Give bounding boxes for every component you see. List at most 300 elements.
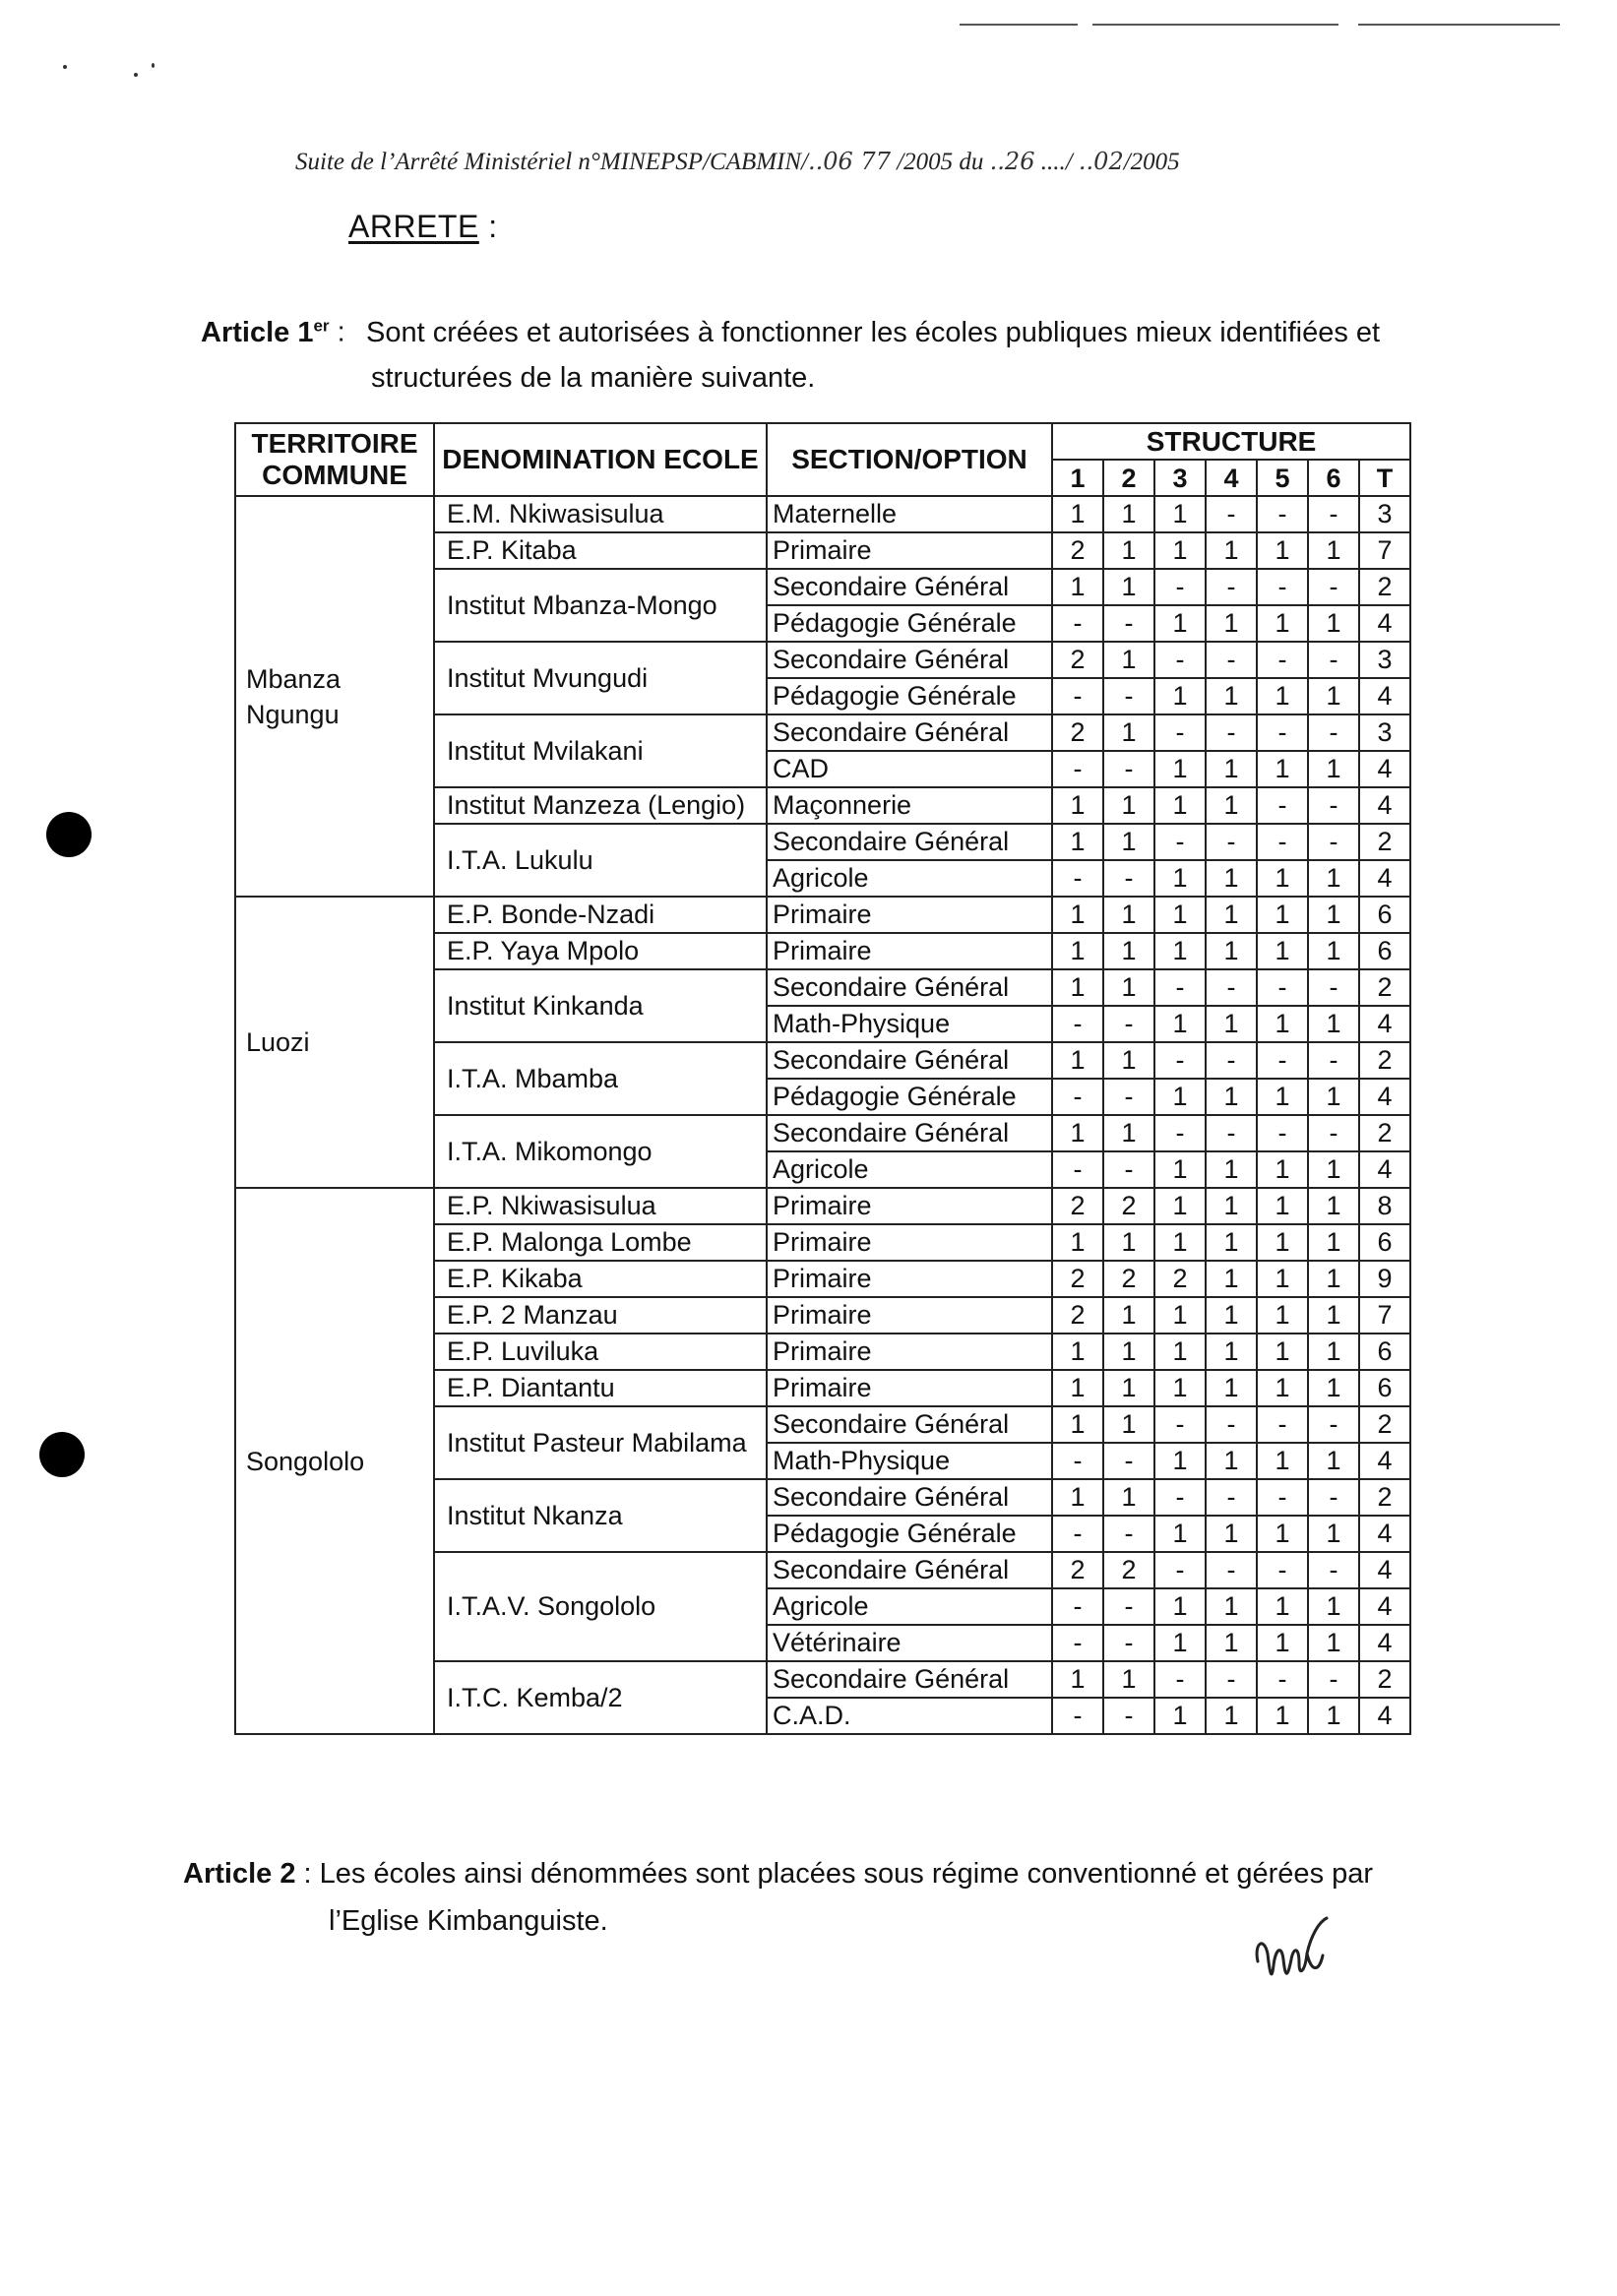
structure-cell: 1 xyxy=(1103,933,1154,969)
structure-cell: 1 xyxy=(1154,1151,1206,1188)
structure-cell: 1 xyxy=(1103,969,1154,1006)
structure-cell: 1 xyxy=(1103,1334,1154,1370)
top-rule xyxy=(1092,24,1338,26)
total-cell: 8 xyxy=(1359,1188,1410,1224)
section-cell: Secondaire Général xyxy=(767,1479,1052,1516)
total-cell: 2 xyxy=(1359,1406,1410,1443)
structure-cell: - xyxy=(1308,642,1359,678)
structure-cell: 1 xyxy=(1052,897,1103,933)
structure-cell: - xyxy=(1154,642,1206,678)
structure-cell: 1 xyxy=(1206,1625,1257,1661)
total-cell: 4 xyxy=(1359,1079,1410,1115)
structure-cell: - xyxy=(1154,969,1206,1006)
structure-cell: - xyxy=(1052,1588,1103,1625)
structure-cell: 1 xyxy=(1052,1042,1103,1079)
structure-cell: 1 xyxy=(1052,824,1103,860)
table-body xyxy=(235,496,1410,1734)
structure-cell: 1 xyxy=(1206,1188,1257,1224)
school-name-cell: I.T.A.V. Songololo xyxy=(434,1552,767,1661)
punch-hole xyxy=(39,1432,85,1477)
article-1-label-text: Article 1 xyxy=(201,316,314,348)
total-cell: 4 xyxy=(1359,605,1410,642)
structure-cell: 1 xyxy=(1257,1006,1308,1042)
structure-cell: 1 xyxy=(1052,1661,1103,1698)
structure-cell: 1 xyxy=(1257,1224,1308,1261)
structure-cell: - xyxy=(1206,1552,1257,1588)
structure-cell: 1 xyxy=(1308,1625,1359,1661)
arrete-label: ARRETE xyxy=(348,209,479,244)
section-cell: Primaire xyxy=(767,1370,1052,1406)
structure-cell: 1 xyxy=(1308,1698,1359,1734)
structure-cell: - xyxy=(1257,1042,1308,1079)
structure-cell: 1 xyxy=(1257,1443,1308,1479)
header-structure: STRUCTURE xyxy=(1052,423,1410,460)
structure-cell: 1 xyxy=(1308,532,1359,569)
section-cell: Secondaire Général xyxy=(767,1406,1052,1443)
decree-number: ..06 77 xyxy=(808,148,891,175)
structure-cell: 1 xyxy=(1308,1006,1359,1042)
structure-cell: - xyxy=(1308,1552,1359,1588)
territory-cell: Songololo xyxy=(235,1188,434,1734)
section-cell: Math-Physique xyxy=(767,1006,1052,1042)
structure-cell: 1 xyxy=(1103,787,1154,824)
structure-cell: 1 xyxy=(1206,1079,1257,1115)
structure-cell: - xyxy=(1308,1115,1359,1151)
structure-cell: 1 xyxy=(1103,569,1154,605)
structure-cell: - xyxy=(1154,1661,1206,1698)
structure-cell: 1 xyxy=(1257,860,1308,897)
structure-cell: 1 xyxy=(1257,1334,1308,1370)
structure-cell: 1 xyxy=(1206,1151,1257,1188)
structure-cell: 1 xyxy=(1154,605,1206,642)
article-1-text-line1: Sont créées et autorisées à fonctionner les écoles publiques mieux identifiées et xyxy=(366,316,1381,348)
structure-cell: - xyxy=(1154,1552,1206,1588)
school-name-cell: I.T.A. Lukulu xyxy=(434,824,767,897)
structure-cell: 1 xyxy=(1308,1261,1359,1297)
structure-cell: 1 xyxy=(1206,1261,1257,1297)
structure-cell: 1 xyxy=(1154,1334,1206,1370)
total-cell: 6 xyxy=(1359,1224,1410,1261)
structure-cell: 1 xyxy=(1257,897,1308,933)
structure-cell: - xyxy=(1103,605,1154,642)
structure-cell: 1 xyxy=(1103,532,1154,569)
structure-cell: 1 xyxy=(1206,1224,1257,1261)
structure-cell: 1 xyxy=(1103,1297,1154,1334)
structure-cell: - xyxy=(1052,678,1103,714)
structure-cell: - xyxy=(1103,1516,1154,1552)
structure-cell: 1 xyxy=(1154,1698,1206,1734)
structure-cell: 2 xyxy=(1154,1261,1206,1297)
structure-cell: 1 xyxy=(1052,933,1103,969)
section-cell: Secondaire Général xyxy=(767,1661,1052,1698)
structure-cell: 1 xyxy=(1154,1224,1206,1261)
handwritten-signature xyxy=(1250,1914,1358,2003)
structure-cell: - xyxy=(1052,1698,1103,1734)
structure-cell: - xyxy=(1103,1151,1154,1188)
structure-cell: 1 xyxy=(1206,1588,1257,1625)
structure-cell: - xyxy=(1052,1625,1103,1661)
structure-cell: 1 xyxy=(1257,933,1308,969)
structure-cell: 1 xyxy=(1257,1261,1308,1297)
arrete-colon: : xyxy=(478,209,498,244)
total-cell: 2 xyxy=(1359,824,1410,860)
structure-cell: 1 xyxy=(1206,1334,1257,1370)
structure-cell: 1 xyxy=(1206,860,1257,897)
section-cell: Primaire xyxy=(767,1224,1052,1261)
structure-cell: 2 xyxy=(1052,1297,1103,1334)
header-section: SECTION/OPTION xyxy=(767,423,1052,496)
article-2-text-line2: l’Eglise Kimbanguiste. xyxy=(329,1905,608,1937)
schools-table xyxy=(234,422,1411,1735)
total-cell: 2 xyxy=(1359,1479,1410,1516)
structure-cell: - xyxy=(1308,569,1359,605)
structure-cell: 1 xyxy=(1154,1370,1206,1406)
decree-month: ..02 xyxy=(1078,148,1124,175)
structure-cell: 1 xyxy=(1257,605,1308,642)
structure-cell: 1 xyxy=(1154,787,1206,824)
school-name-cell: Institut Manzeza (Lengio) xyxy=(434,787,767,824)
section-cell: C.A.D. xyxy=(767,1698,1052,1734)
structure-cell: 1 xyxy=(1103,1042,1154,1079)
section-cell: Pédagogie Générale xyxy=(767,1079,1052,1115)
school-name-cell: E.P. Kikaba xyxy=(434,1261,767,1297)
total-cell: 4 xyxy=(1359,1443,1410,1479)
school-name-cell: I.T.A. Mikomongo xyxy=(434,1115,767,1188)
structure-cell: 1 xyxy=(1154,1625,1206,1661)
total-cell: 4 xyxy=(1359,1516,1410,1552)
structure-cell: 1 xyxy=(1103,1479,1154,1516)
structure-cell: - xyxy=(1308,1042,1359,1079)
total-cell: 4 xyxy=(1359,678,1410,714)
structure-cell: - xyxy=(1052,1151,1103,1188)
section-cell: Secondaire Général xyxy=(767,1552,1052,1588)
total-cell: 2 xyxy=(1359,969,1410,1006)
structure-cell: 1 xyxy=(1103,824,1154,860)
table-row xyxy=(235,1188,1410,1224)
structure-cell: 2 xyxy=(1052,1261,1103,1297)
section-cell: Secondaire Général xyxy=(767,824,1052,860)
section-cell: Primaire xyxy=(767,1297,1052,1334)
total-cell: 2 xyxy=(1359,1661,1410,1698)
section-cell: Secondaire Général xyxy=(767,969,1052,1006)
total-cell: 2 xyxy=(1359,1042,1410,1079)
structure-cell: - xyxy=(1154,1406,1206,1443)
structure-cell: 1 xyxy=(1308,605,1359,642)
total-cell: 6 xyxy=(1359,933,1410,969)
structure-cell: 1 xyxy=(1154,532,1206,569)
structure-cell: - xyxy=(1206,569,1257,605)
decree-year: /2005 xyxy=(1123,149,1180,175)
structure-cell: 1 xyxy=(1103,1661,1154,1698)
school-name-cell: I.T.C. Kemba/2 xyxy=(434,1661,767,1734)
structure-cell: 1 xyxy=(1103,1370,1154,1406)
structure-cell: - xyxy=(1206,1479,1257,1516)
structure-cell: 1 xyxy=(1308,1079,1359,1115)
total-cell: 2 xyxy=(1359,1115,1410,1151)
section-cell: Secondaire Général xyxy=(767,1115,1052,1151)
structure-cell: - xyxy=(1257,787,1308,824)
structure-cell: 1 xyxy=(1257,1297,1308,1334)
structure-cell: - xyxy=(1308,496,1359,532)
scan-speck xyxy=(134,73,138,77)
structure-cell: 1 xyxy=(1154,1188,1206,1224)
structure-cell: 1 xyxy=(1308,1151,1359,1188)
header-denomination: DENOMINATION ECOLE xyxy=(434,423,767,496)
structure-cell: 1 xyxy=(1206,897,1257,933)
structure-cell: - xyxy=(1257,496,1308,532)
structure-cell: 1 xyxy=(1257,1588,1308,1625)
structure-cell: 1 xyxy=(1103,1115,1154,1151)
section-cell: Primaire xyxy=(767,1334,1052,1370)
structure-cell: - xyxy=(1052,605,1103,642)
section-cell: Math-Physique xyxy=(767,1443,1052,1479)
table-row xyxy=(235,496,1410,532)
section-cell: Primaire xyxy=(767,897,1052,933)
structure-cell: - xyxy=(1206,496,1257,532)
structure-cell: - xyxy=(1052,1516,1103,1552)
structure-cell: 1 xyxy=(1154,678,1206,714)
structure-cell: 1 xyxy=(1103,1224,1154,1261)
structure-cell: - xyxy=(1257,1661,1308,1698)
table-row xyxy=(235,897,1410,933)
structure-cell: - xyxy=(1257,824,1308,860)
structure-cell: - xyxy=(1257,569,1308,605)
school-name-cell: E.P. Luviluka xyxy=(434,1334,767,1370)
structure-cell: 1 xyxy=(1052,569,1103,605)
total-cell: 3 xyxy=(1359,714,1410,751)
structure-col-5: 5 xyxy=(1257,460,1308,496)
structure-cell: - xyxy=(1154,1042,1206,1079)
section-cell: Secondaire Général xyxy=(767,569,1052,605)
school-name-cell: Institut Mbanza-Mongo xyxy=(434,569,767,642)
total-cell: 6 xyxy=(1359,897,1410,933)
structure-cell: 1 xyxy=(1052,1406,1103,1443)
decree-reference-header xyxy=(295,148,1427,176)
total-cell: 6 xyxy=(1359,1334,1410,1370)
structure-cell: - xyxy=(1257,1406,1308,1443)
structure-cell: 1 xyxy=(1206,1370,1257,1406)
total-cell: 4 xyxy=(1359,1552,1410,1588)
school-name-cell: E.P. Diantantu xyxy=(434,1370,767,1406)
top-rule xyxy=(960,24,1078,26)
school-name-cell: Institut Nkanza xyxy=(434,1479,767,1552)
structure-cell: - xyxy=(1103,1006,1154,1042)
structure-cell: - xyxy=(1052,1006,1103,1042)
structure-cell: 1 xyxy=(1308,1370,1359,1406)
article-1-colon: : xyxy=(329,316,345,348)
section-cell: Primaire xyxy=(767,933,1052,969)
structure-cell: - xyxy=(1206,1661,1257,1698)
structure-cell: 1 xyxy=(1154,1588,1206,1625)
total-cell: 6 xyxy=(1359,1370,1410,1406)
section-cell: Primaire xyxy=(767,1261,1052,1297)
structure-cell: 1 xyxy=(1206,1516,1257,1552)
structure-cell: - xyxy=(1308,1479,1359,1516)
structure-cell: 1 xyxy=(1154,1079,1206,1115)
scan-speck xyxy=(63,65,67,69)
structure-cell: - xyxy=(1103,1625,1154,1661)
arrete-heading xyxy=(348,209,498,245)
structure-cell: 1 xyxy=(1308,1334,1359,1370)
structure-cell: 1 xyxy=(1154,933,1206,969)
structure-cell: 1 xyxy=(1308,1224,1359,1261)
total-cell: 7 xyxy=(1359,1297,1410,1334)
total-cell: 7 xyxy=(1359,532,1410,569)
top-rule xyxy=(1358,24,1560,26)
structure-cell: 1 xyxy=(1206,787,1257,824)
structure-cell: 1 xyxy=(1206,1698,1257,1734)
school-name-cell: I.T.A. Mbamba xyxy=(434,1042,767,1115)
article-2-text-line1: Les écoles ainsi dénommées sont placées sous régime conventionné et gérées par xyxy=(319,1858,1374,1890)
structure-cell: 1 xyxy=(1052,1479,1103,1516)
structure-cell: 1 xyxy=(1206,532,1257,569)
total-cell: 4 xyxy=(1359,1151,1410,1188)
structure-cell: 1 xyxy=(1154,496,1206,532)
section-cell: Primaire xyxy=(767,532,1052,569)
school-name-cell: E.P. Bonde-Nzadi xyxy=(434,897,767,933)
structure-cell: - xyxy=(1052,1443,1103,1479)
header-prefix: Suite de l’Arrêté Ministériel n°MINEPSP/CABMIN/ xyxy=(295,149,808,175)
structure-cell: 1 xyxy=(1154,1297,1206,1334)
structure-cell: 1 xyxy=(1103,714,1154,751)
structure-cell: - xyxy=(1308,969,1359,1006)
structure-cell: - xyxy=(1103,1698,1154,1734)
structure-cell: - xyxy=(1103,860,1154,897)
structure-cell: - xyxy=(1257,1115,1308,1151)
structure-cell: - xyxy=(1206,1115,1257,1151)
structure-cell: - xyxy=(1052,751,1103,787)
structure-cell: - xyxy=(1308,714,1359,751)
section-cell: Agricole xyxy=(767,860,1052,897)
structure-cell: 2 xyxy=(1103,1261,1154,1297)
structure-cell: 1 xyxy=(1308,1297,1359,1334)
structure-cell: 1 xyxy=(1308,1188,1359,1224)
structure-cell: - xyxy=(1206,824,1257,860)
decree-day: ..26 xyxy=(989,148,1035,175)
school-name-cell: E.M. Nkiwasisulua xyxy=(434,496,767,532)
structure-cell: 1 xyxy=(1257,1516,1308,1552)
structure-cell: 1 xyxy=(1257,678,1308,714)
total-cell: 4 xyxy=(1359,1006,1410,1042)
total-cell: 4 xyxy=(1359,1625,1410,1661)
school-name-cell: E.P. Kitaba xyxy=(434,532,767,569)
punch-hole xyxy=(46,812,92,857)
structure-cell: - xyxy=(1154,714,1206,751)
structure-cell: - xyxy=(1154,1115,1206,1151)
structure-cell: - xyxy=(1103,1588,1154,1625)
structure-cell: 2 xyxy=(1052,1188,1103,1224)
structure-cell: 2 xyxy=(1052,714,1103,751)
article-1 xyxy=(201,303,1461,401)
structure-cell: - xyxy=(1103,751,1154,787)
structure-cell: - xyxy=(1052,860,1103,897)
school-name-cell: E.P. Yaya Mpolo xyxy=(434,933,767,969)
structure-cell: 1 xyxy=(1308,1443,1359,1479)
structure-cell: - xyxy=(1257,969,1308,1006)
total-cell: 4 xyxy=(1359,787,1410,824)
structure-cell: 1 xyxy=(1052,1115,1103,1151)
structure-cell: 1 xyxy=(1206,1297,1257,1334)
section-cell: Maternelle xyxy=(767,496,1052,532)
structure-cell: 1 xyxy=(1154,1516,1206,1552)
header-mid: /2005 du xyxy=(890,149,990,175)
header-sep: ..../ xyxy=(1034,149,1079,175)
structure-cell: 1 xyxy=(1154,1443,1206,1479)
section-cell: CAD xyxy=(767,751,1052,787)
total-cell: 4 xyxy=(1359,751,1410,787)
structure-cell: - xyxy=(1308,824,1359,860)
structure-cell: - xyxy=(1257,642,1308,678)
structure-cell: 1 xyxy=(1052,969,1103,1006)
structure-cell: - xyxy=(1206,642,1257,678)
structure-cell: 1 xyxy=(1206,678,1257,714)
total-cell: 3 xyxy=(1359,642,1410,678)
structure-cell: 1 xyxy=(1257,1370,1308,1406)
total-cell: 4 xyxy=(1359,1698,1410,1734)
structure-cell: 1 xyxy=(1308,897,1359,933)
structure-cell: 1 xyxy=(1052,787,1103,824)
structure-cell: 2 xyxy=(1052,1552,1103,1588)
section-cell: Pédagogie Générale xyxy=(767,605,1052,642)
territory-cell: Luozi xyxy=(235,897,434,1188)
structure-col-2: 2 xyxy=(1103,460,1154,496)
structure-cell: - xyxy=(1308,1661,1359,1698)
structure-cell: - xyxy=(1206,969,1257,1006)
structure-cell: 1 xyxy=(1052,1370,1103,1406)
section-cell: Secondaire Général xyxy=(767,642,1052,678)
structure-cell: - xyxy=(1257,714,1308,751)
structure-cell: 1 xyxy=(1206,1006,1257,1042)
structure-cell: 1 xyxy=(1257,1188,1308,1224)
section-cell: Vétérinaire xyxy=(767,1625,1052,1661)
structure-cell: 1 xyxy=(1154,1006,1206,1042)
structure-cell: - xyxy=(1257,1552,1308,1588)
structure-cell: - xyxy=(1206,714,1257,751)
structure-cell: - xyxy=(1154,824,1206,860)
school-name-cell: E.P. Malonga Lombe xyxy=(434,1224,767,1261)
structure-cell: 1 xyxy=(1103,642,1154,678)
structure-cell: 1 xyxy=(1257,1625,1308,1661)
structure-cell: 1 xyxy=(1257,1151,1308,1188)
section-cell: Pédagogie Générale xyxy=(767,1516,1052,1552)
structure-cell: 1 xyxy=(1052,1224,1103,1261)
structure-col-6: 6 xyxy=(1308,460,1359,496)
article-1-text-line2: structurées de la manière suivante. xyxy=(371,361,816,394)
total-cell: 3 xyxy=(1359,496,1410,532)
structure-cell: 1 xyxy=(1103,1406,1154,1443)
school-name-cell: Institut Mvilakani xyxy=(434,714,767,787)
structure-cell: 1 xyxy=(1206,751,1257,787)
school-name-cell: E.P. Nkiwasisulua xyxy=(434,1188,767,1224)
section-cell: Maçonnerie xyxy=(767,787,1052,824)
structure-cell: 1 xyxy=(1154,897,1206,933)
total-cell: 9 xyxy=(1359,1261,1410,1297)
school-name-cell: Institut Mvungudi xyxy=(434,642,767,714)
structure-cell: 1 xyxy=(1206,933,1257,969)
structure-cell: 1 xyxy=(1154,860,1206,897)
section-cell: Pédagogie Générale xyxy=(767,678,1052,714)
scan-speck xyxy=(152,63,155,68)
structure-cell: - xyxy=(1154,1479,1206,1516)
structure-cell: 1 xyxy=(1206,605,1257,642)
article-2-colon: : xyxy=(295,1858,320,1890)
structure-cell: 1 xyxy=(1103,897,1154,933)
total-cell: 2 xyxy=(1359,569,1410,605)
structure-cell: 2 xyxy=(1103,1552,1154,1588)
article-1-label xyxy=(201,317,330,348)
section-cell: Agricole xyxy=(767,1588,1052,1625)
section-cell: Secondaire Général xyxy=(767,714,1052,751)
